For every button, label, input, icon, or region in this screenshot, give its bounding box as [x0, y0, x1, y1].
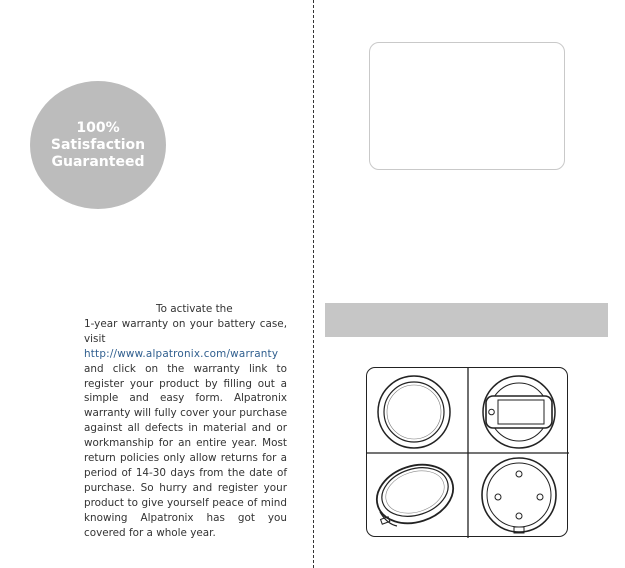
- warranty-paragraph: [84, 302, 287, 541]
- satisfaction-badge: [30, 81, 166, 209]
- fold-divider: [313, 0, 314, 568]
- product-illustration: [367, 368, 569, 538]
- badge-line-3: Guaranteed: [51, 153, 145, 170]
- badge-line-2: Satisfaction: [50, 136, 146, 153]
- charging-pad-with-phone-icon: [483, 376, 555, 448]
- badge-line-1: 100%: [76, 119, 120, 136]
- product-views-grid: [366, 367, 568, 537]
- charging-pad-top-view-icon: [378, 376, 450, 448]
- blank-info-box: [369, 42, 565, 170]
- charging-pad-angled-view-icon: [369, 455, 460, 532]
- charging-pad-bottom-view-icon: [482, 458, 556, 533]
- warranty-intro: To activate the: [156, 303, 233, 315]
- warranty-link[interactable]: http://www.alpatronix.com/warranty: [84, 347, 279, 360]
- warranty-text-start: 1-year warranty on your battery case, visit: [84, 317, 287, 345]
- section-header-band: [325, 303, 608, 337]
- warranty-text-rest: and click on the warranty link to register your product by filling out a simple and easy form. Alpatronix warranty will fully cover your purchase against all defects in material and or workmanship for an entire year. Most return policies only allow returns for a period of 14-30 days from the date of purchase. So hurry and register your product to give yourself peace of mind knowing Alpatronix has got you covered for a whole year.: [84, 362, 287, 539]
